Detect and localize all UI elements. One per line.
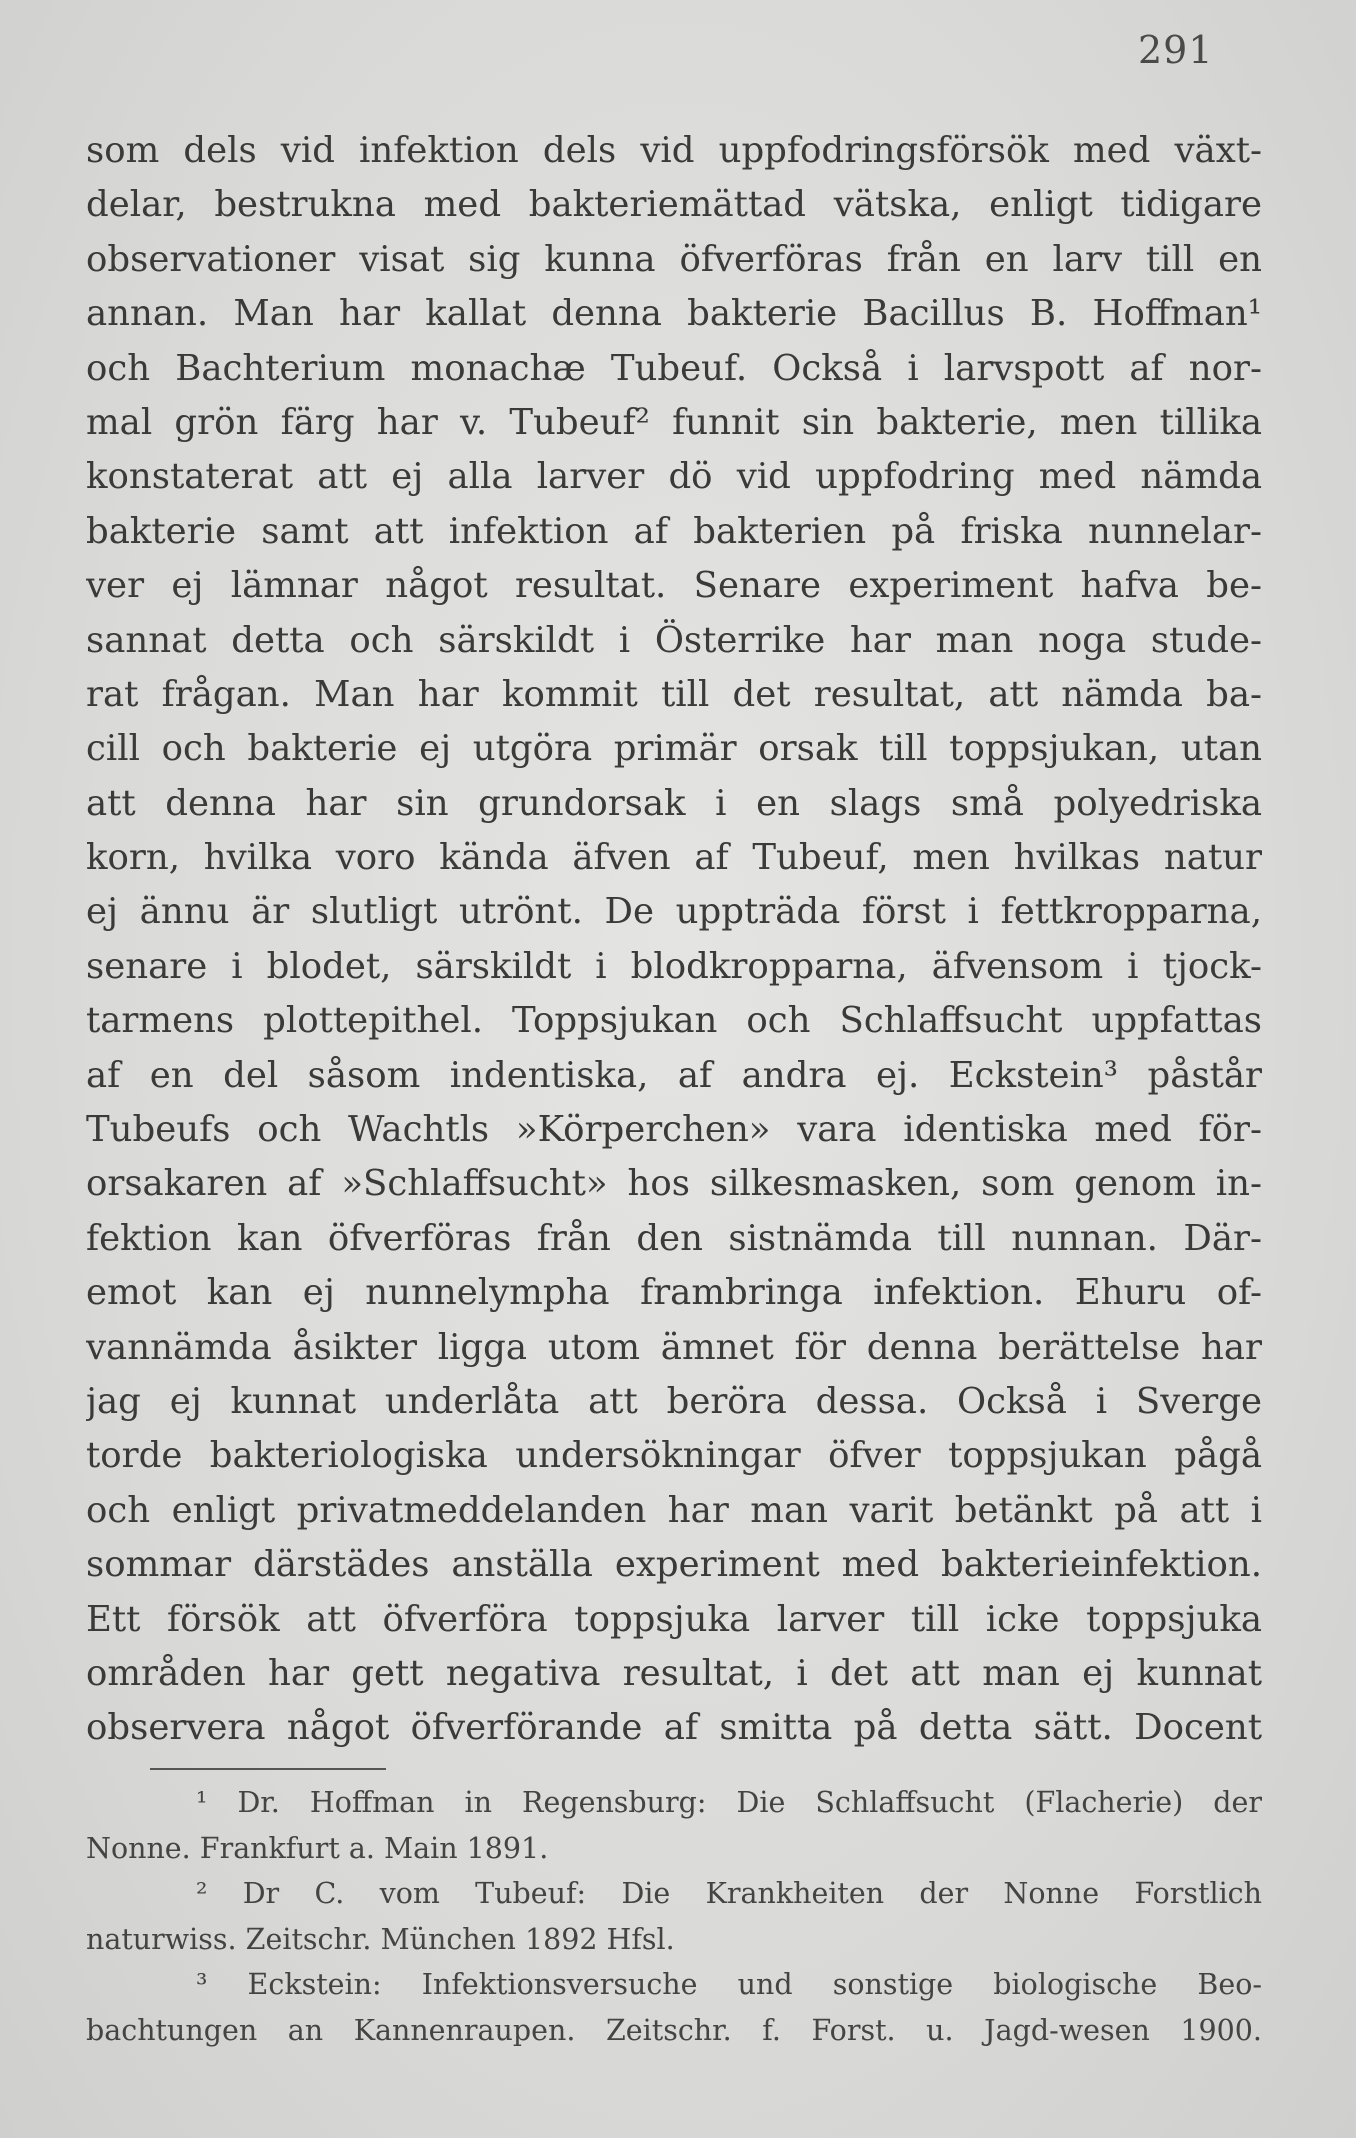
text-line: Ett försök att öfverföra toppsjuka larver till icke toppsjuka bbox=[86, 1598, 1262, 1640]
footnote-2-line-1: ² Dr C. vom Tubeuf: Die Krankheiten der Nonne Forstlich bbox=[196, 1877, 1262, 1910]
text-line: orsakaren af »Schlaffsucht» hos silkesmasken, som genom in- bbox=[86, 1163, 1262, 1205]
text-line: att denna har sin grundorsak i en slags små polyedriska bbox=[86, 782, 1262, 824]
text-line: ej ännu är slutligt utrönt. De uppträda först i fettkropparna, bbox=[86, 891, 1262, 933]
page-number: 291 bbox=[1138, 28, 1214, 72]
footnote-3-line-2: bachtungen an Kannenraupen. Zeitschr. f. Forst. u. Jagd-wesen 1900. bbox=[86, 2013, 1262, 2047]
text-line: torde bakteriologiska undersökningar öfver toppsjukan pågå bbox=[86, 1435, 1262, 1477]
footnote-2-line-2: naturwiss. Zeitschr. München 1892 Hfsl. bbox=[86, 1922, 675, 1956]
text-line: emot kan ej nunnelympha frambringa infektion. Ehuru of- bbox=[86, 1272, 1262, 1314]
footnotes bbox=[86, 1780, 1262, 2053]
text-line: tarmens plottepithel. Toppsjukan och Schlaffsucht uppfattas bbox=[86, 1000, 1262, 1042]
text-line: och enligt privatmeddelanden har man varit betänkt på att i bbox=[86, 1489, 1262, 1531]
text-line: mal grön färg har v. Tubeuf² funnit sin bakterie, men tillika bbox=[86, 401, 1262, 443]
text-line: områden har gett negativa resultat, i det att man ej kunnat bbox=[86, 1652, 1262, 1694]
text-line: som dels vid infektion dels vid uppfodringsförsök med växt- bbox=[86, 130, 1262, 171]
text-line: korn, hvilka voro kända äfven af Tubeuf, men hvilkas natur bbox=[86, 837, 1262, 879]
footnote-1-line-1: ¹ Dr. Hoffman in Regensburg: Die Schlaffsucht (Flacherie) der bbox=[196, 1786, 1262, 1819]
text-line: af en del såsom indentiska, af andra ej. Eckstein³ påstår bbox=[86, 1054, 1262, 1096]
text-line: observationer visat sig kunna öfverföras från en larv till en bbox=[86, 238, 1262, 280]
text-line: ver ej lämnar något resultat. Senare experiment hafva be- bbox=[86, 565, 1262, 607]
text-line: senare i blodet, särskildt i blodkropparna, äfvensom i tjock- bbox=[86, 945, 1262, 987]
footnote-3-line-1: ³ Eckstein: Infektionsversuche und sonstige biologische Beo- bbox=[196, 1968, 1262, 2001]
text-line: bakterie samt att infektion af bakterien på friska nunnelar- bbox=[86, 510, 1262, 552]
text-line: Tubeufs och Wachtls »Körperchen» vara identiska med för- bbox=[86, 1109, 1262, 1151]
footnote-divider bbox=[150, 1768, 386, 1770]
text-line: sommar därstädes anställa experiment med bakterieinfektion. bbox=[86, 1544, 1262, 1586]
text-line: fektion kan öfverföras från den sistnämda till nunnan. Där- bbox=[86, 1217, 1262, 1259]
text-line: cill och bakterie ej utgöra primär orsak till toppsjukan, utan bbox=[86, 728, 1262, 770]
text-line: vannämda åsikter ligga utom ämnet för denna berättelse har bbox=[86, 1326, 1262, 1368]
text-line: rat frågan. Man har kommit till det resultat, att nämda ba- bbox=[86, 673, 1262, 715]
text-line: och Bachterium monachæ Tubeuf. Också i larvspott af nor- bbox=[86, 347, 1262, 389]
footnote-1-line-2: Nonne. Frankfurt a. Main 1891. bbox=[86, 1831, 549, 1865]
text-line: delar, bestrukna med bakteriemättad vätska, enligt tidigare bbox=[86, 184, 1262, 226]
text-line: jag ej kunnat underlåta att beröra dessa. Också i Sverge bbox=[86, 1380, 1262, 1422]
body-text bbox=[86, 124, 1262, 1756]
text-line: sannat detta och särskildt i Österrike har man noga stude- bbox=[86, 619, 1262, 661]
text-line: konstaterat att ej alla larver dö vid uppfodring med nämda bbox=[86, 456, 1262, 498]
text-line: observera något öfverförande af smitta på detta sätt. Docent bbox=[86, 1707, 1262, 1749]
text-line: annan. Man har kallat denna bakterie Bacillus B. Hoffman¹ bbox=[86, 293, 1262, 335]
